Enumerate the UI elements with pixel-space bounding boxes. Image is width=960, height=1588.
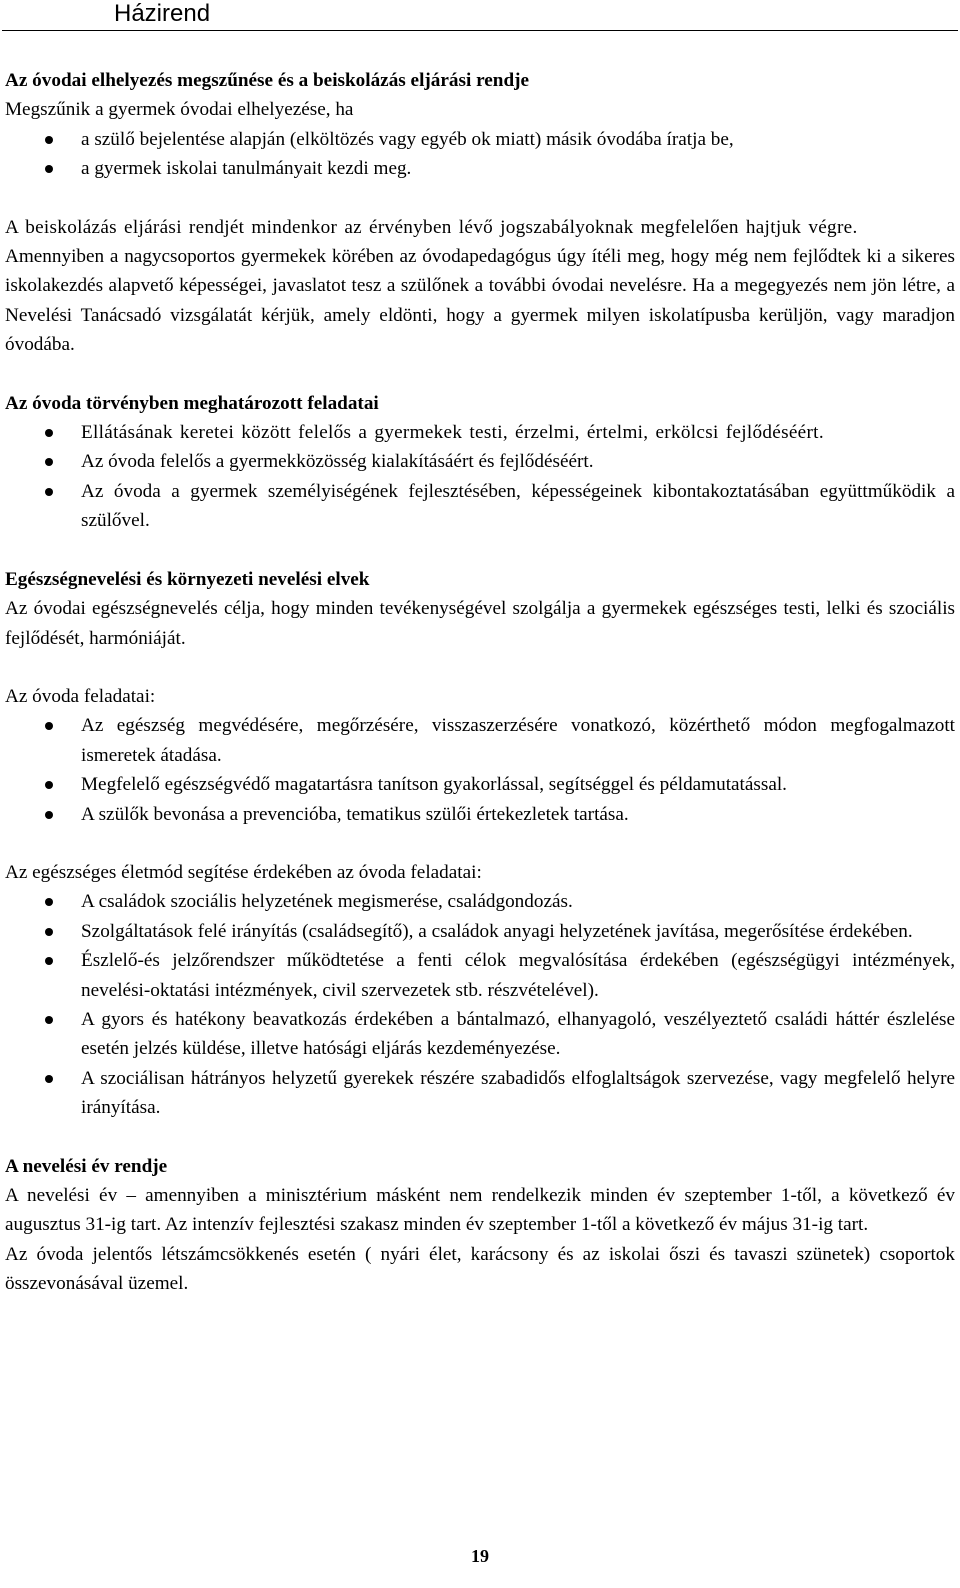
section-heading-placement-end: Az óvodai elhelyezés megszűnése és a beiskolázás eljárási rendje xyxy=(5,70,530,91)
list-item: Az óvoda a gyermek személyiségének fejlesztésében, képességeinek kibontakoztatásában együttműködik a szülővel. xyxy=(5,477,955,536)
section-heading-legal-duties: Az óvoda törvényben meghatározott feladatai xyxy=(5,392,379,414)
list-item: A szülők bevonása a prevencióba, tematikus szülői értekezletek tartása. xyxy=(5,800,955,829)
list-item: Ellátásának keretei között felelős a gyermekek testi, érzelmi, értelmi, erkölcsi fejlődéséért. xyxy=(5,418,955,447)
healthy-lifestyle-list xyxy=(5,887,955,1122)
legal-duties-list xyxy=(5,418,955,536)
school-year-paragraph: A nevelési év – amennyiben a minisztérium másként nem rendelkezik minden év szeptember 1-től, a következő év augusztus 31-ig tart. Az intenzív fejlesztési szakasz minden év szeptember 1-től a következő év május 31-ig tart. xyxy=(5,1185,955,1236)
list-item: A gyors és hatékony beavatkozás érdekében a bántalmazó, elhanyagoló, veszélyeztető családi háttér észlelése esetén jelzés küldése, illetve hatósági eljárás kezdeményezése. xyxy=(5,1005,955,1064)
list-item: Észlelő-és jelzőrendszer működtetése a fenti célok megvalósítása érdekében (egészségügyi intézmények, nevelési-oktatási intézmények, civil szervezetek stb. részvételével). xyxy=(5,946,955,1005)
list-item: A szociálisan hátrányos helyzetű gyerekek részére szabadidős elfoglaltságok szervezése, vagy megfelelő helyre irányítása. xyxy=(5,1064,955,1123)
section-heading-school-year: A nevelési év rendje xyxy=(5,1155,168,1177)
header-rule xyxy=(2,30,958,31)
kindergarten-tasks-intro: Az óvoda feladatai: xyxy=(5,685,156,707)
healthy-lifestyle-intro: Az egészséges életmód segítése érdekében az óvoda feladatai: xyxy=(5,861,482,883)
list-item: Megfelelő egészségvédő magatartásra tanítson gyakorlással, segítséggel és példamutatással. xyxy=(5,770,955,799)
list-item: Az óvoda felelős a gyermekközösség kialakításáért és fejlődéséért. xyxy=(5,447,955,476)
enrollment-paragraph: A beiskolázás eljárási rendjét mindenkor az érvényben lévő jogszabályoknak megfelelően hajtjuk végre. xyxy=(5,216,858,238)
page-number: 19 xyxy=(471,1546,489,1566)
placement-end-intro: Megszűnik a gyermek óvodai elhelyezése, ha xyxy=(5,99,354,121)
section-heading-health-education: Egészségnevelési és környezeti nevelési elvek xyxy=(5,568,370,590)
placement-end-list xyxy=(5,125,955,184)
document-body xyxy=(5,66,955,1299)
kindergarten-tasks-list xyxy=(5,711,955,829)
group-merge-paragraph: Az óvoda jelentős létszámcsökkenés esetén ( nyári élet, karácsony és az iskolai őszi és tavaszi szünetek) csoportok összevonásával üzemel. xyxy=(5,1243,955,1295)
list-item: Az egészség megvédésére, megőrzésére, visszaszerzésére vonatkozó, közérthető módon megfogalmazott ismeretek átadása. xyxy=(5,711,955,770)
health-education-paragraph: Az óvodai egészségnevelés célja, hogy minden tevékenységével szolgálja a gyermekek egészséges testi, lelki és szociális fejlődését, harmóniáját. xyxy=(5,598,955,649)
list-item: a szülő bejelentése alapján (elköltözés vagy egyéb ok miatt) másik óvodába íratja be, xyxy=(5,125,955,154)
list-item: Szolgáltatások felé irányítás (családsegítő), a családok anyagi helyzetének javítása, megerősítése érdekében. xyxy=(5,917,955,946)
document-header-title: Házirend xyxy=(114,0,211,27)
list-item: a gyermek iskolai tanulmányait kezdi meg. xyxy=(5,154,955,183)
school-readiness-paragraph: Amennyiben a nagycsoportos gyermekek körében az óvodapedagógus úgy ítéli meg, hogy még nem fejlődtek ki a sikeres iskolakezdés alapvető képességei, javaslatot tesz a szülőnek a további óvodai nevelésre. Ha a megegyezés nem jön létre, a Nevelési Tanácsadó vizsgálatát kérjük, amely eldönti, hogy a gyermek milyen iskolatípusba kerüljön, vagy maradjon óvodába. xyxy=(5,246,955,356)
list-item: A családok szociális helyzetének megismerése, családgondozás. xyxy=(5,887,955,916)
